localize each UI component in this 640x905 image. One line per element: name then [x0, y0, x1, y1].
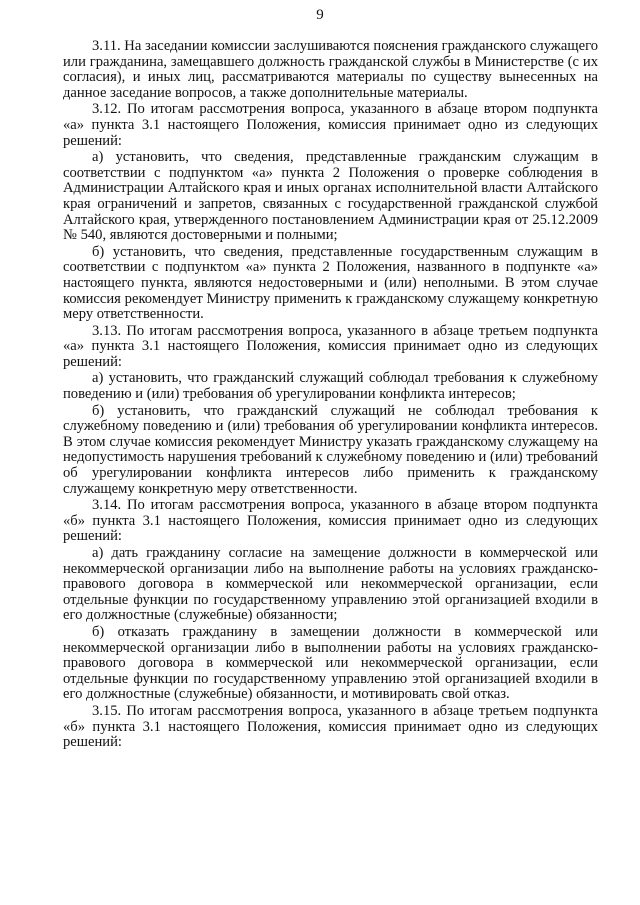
paragraph-3-12-a: а) установить, что сведения, представленные гражданским служащим в соответствии с подпунктом «а» пункта 2 Положения о проверке соблюдения в Администрации Алтайского края и иных органах исполнительной власти Алтайского края ограничений и запретов, связанных с государственной гражданской службой Алтайского края, утвержденного постановлением Администрации края от 25.12.2009 № 540, являются достоверными и полными; — [63, 149, 598, 244]
paragraph-3-13-b: б) установить, что гражданский служащий не соблюдал требования к служебному поведению и (или) требования об урегулировании конфликта интересов. В этом случае комиссия рекомендует Министру указать гражданскому служащему на недопустимость нарушения требований к служебному поведению и (или) требований об урегулировании конфликта интересов либо применить к гражданскому служащему конкретную меру ответственности. — [63, 402, 598, 497]
paragraph-3-14-a: а) дать гражданину согласие на замещение должности в коммерческой или некоммерческой организации либо на выполнение работы на условиях гражданско-правового договора в коммерческой или некоммерческой организации, если отдельные функции по государственному управлению этой организацией входили в его должностные (служебные) обязанности; — [63, 545, 598, 624]
paragraph-3-13: 3.13. По итогам рассмотрения вопроса, указанного в абзаце третьем подпункта «а» пункта 3.1 настоящего Положения, комиссия принимает одно из следующих решений: — [63, 322, 598, 370]
paragraph-3-14: 3.14. По итогам рассмотрения вопроса, указанного в абзаце втором подпункта «б» пункта 3.1 настоящего Положения, комиссия принимает одно из следующих решений: — [63, 497, 598, 545]
paragraph-3-15: 3.15. По итогам рассмотрения вопроса, указанного в абзаце третьем подпункта «б» пункта 3.1 настоящего Положения, комиссия принимает одно из следующих решений: — [63, 702, 598, 751]
paragraph-3-12: 3.12. По итогам рассмотрения вопроса, указанного в абзаце втором подпункта «а» пункта 3.1 настоящего Положения, комиссия принимает одно из следующих решений: — [63, 101, 598, 149]
paragraph-3-13-a: а) установить, что гражданский служащий соблюдал требования к служебному поведению и (или) требования об урегулировании конфликта интересов; — [63, 370, 598, 403]
paragraph-3-11: 3.11. На заседании комиссии заслушиваются пояснения гражданского служащего или гражданина, замещавшего должность гражданской службы в Министерстве (с их согласия), и иных лиц, рассматриваются материалы по существу вынесенных на данное заседание вопросов, а также дополнительные материалы. — [63, 38, 598, 101]
paragraph-3-14-b: б) отказать гражданину в замещении должности в коммерческой или некоммерческой организации либо в выполнении работы на условиях гражданско-правового договора в коммерческой или некоммерческой организации, если отдельные функции по государственному управлению этой организацией входили в его должностные (служебные) обязанности, и мотивировать свой отказ. — [63, 623, 598, 703]
paragraph-3-12-b: б) установить, что сведения, представленные государственным служащим в соответствии с подпунктом «а» пункта 2 Положения, названного в подпункте «а» настоящего пункта, являются недостоверными и (или) неполными. В этом случае комиссия рекомендует Министру применить к гражданскому служащему конкретную меру ответственности. — [63, 243, 598, 323]
page-number: 9 — [316, 7, 324, 23]
document-body — [63, 39, 598, 752]
